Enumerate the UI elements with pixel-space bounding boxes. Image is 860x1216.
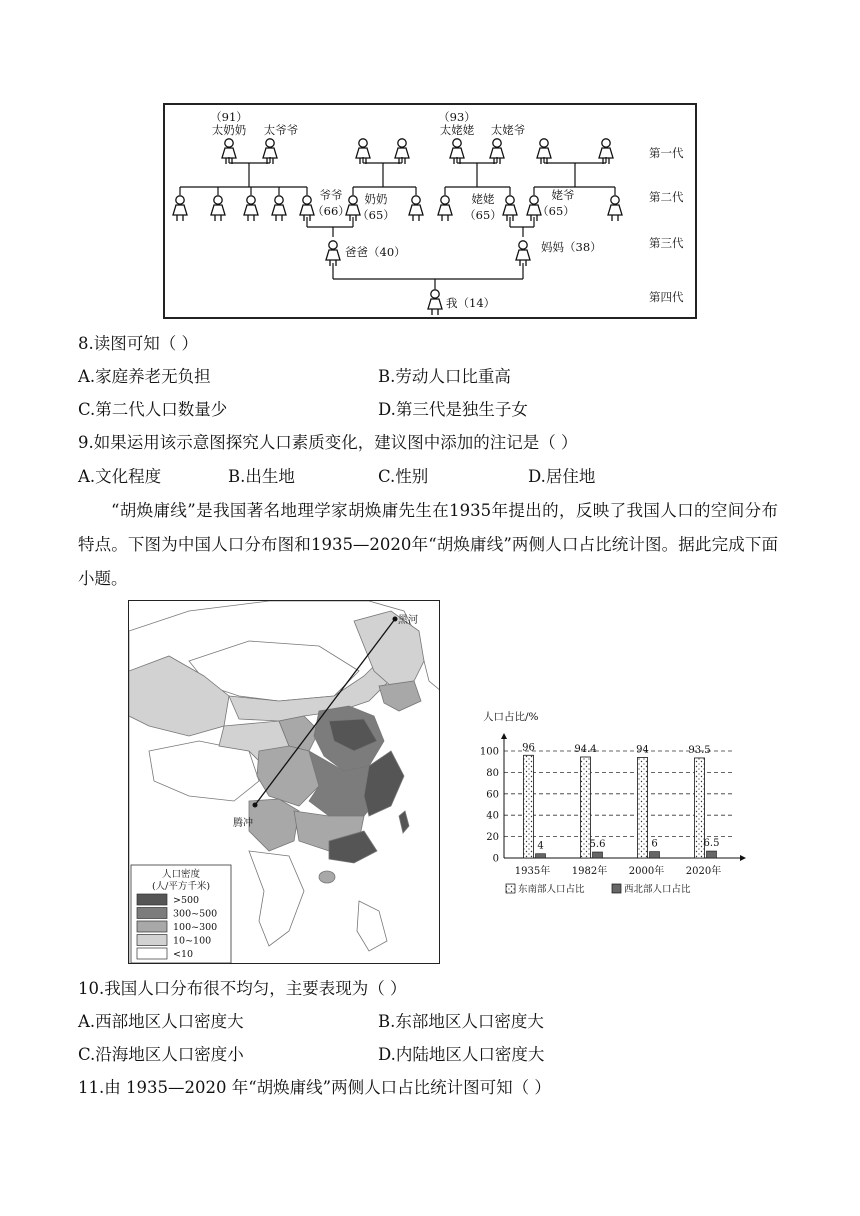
legend-label-1: 300~500 <box>173 908 218 920</box>
generation-label-3: 第三代 <box>649 236 684 250</box>
bar-southeast-0 <box>524 755 534 858</box>
q11-stem: 11.由 1935—2020 年“胡焕庸线”两侧人口占比统计图可知（ ） <box>78 1078 551 1097</box>
y-tick-4: 80 <box>486 767 499 779</box>
population-density-map <box>128 600 440 964</box>
bar-northwest-3 <box>707 851 717 858</box>
x-tick-1: 1982年 <box>571 866 608 877</box>
father-label: 爸爸（40） <box>345 245 406 259</box>
grandma-p-age: （65） <box>357 208 395 222</box>
generation-label-4: 第四代 <box>649 290 684 304</box>
label-southeast-0: 96 <box>522 742 535 754</box>
label-southeast-2: 94 <box>636 744 649 756</box>
grandpa-p-name: 爷爷 <box>319 188 343 202</box>
q9-option-b[interactable]: B.出生地 <box>228 467 295 486</box>
label-northwest-0: 4 <box>537 840 544 852</box>
bar-southeast-2 <box>638 757 648 858</box>
q8-stem: 8.读图可知（ ） <box>78 334 198 353</box>
heihe-point <box>393 617 398 622</box>
label-northwest-1: 5.6 <box>589 839 606 851</box>
y-tick-2: 40 <box>486 810 499 822</box>
generation-label-2: 第二代 <box>649 190 684 204</box>
legend-northwest-label: 西北部人口占比 <box>624 884 691 895</box>
legend-swatch-4 <box>137 948 167 959</box>
q10-option-c[interactable]: C.沿海地区人口密度小 <box>78 1045 244 1064</box>
generation-label-1: 第一代 <box>649 146 684 160</box>
label-northwest-2: 6 <box>651 838 658 850</box>
bar-northwest-1 <box>593 852 603 858</box>
q8-option-c[interactable]: C.第二代人口数量少 <box>78 400 228 419</box>
legend-swatch-0 <box>137 894 167 905</box>
y-axis-arrow <box>501 733 507 739</box>
legend-title-1: 人口密度 <box>161 869 201 880</box>
legend-label-4: <10 <box>173 949 194 960</box>
great-grandma-p-age: （91） <box>210 110 248 124</box>
q9-option-d[interactable]: D.居住地 <box>528 467 596 486</box>
legend-swatch-2 <box>137 921 167 932</box>
great-grandma-p-name: 太奶奶 <box>211 123 247 137</box>
q10-option-d[interactable]: D.内陆地区人口密度大 <box>378 1045 545 1064</box>
grandma-m-age: （65） <box>464 208 502 222</box>
y-tick-3: 60 <box>486 789 499 801</box>
heihe-label: 黑河 <box>398 615 418 626</box>
x-axis-arrow <box>740 855 746 861</box>
china-map <box>129 601 440 964</box>
great-grandma-m-name: 太姥姥 <box>439 123 475 137</box>
legend-label-0: >500 <box>173 895 200 906</box>
grandpa-p-age: （66） <box>312 204 350 218</box>
map-legend <box>131 865 231 963</box>
q8-option-b[interactable]: B.劳动人口比重高 <box>378 367 511 386</box>
label-northwest-3: 6.5 <box>703 838 720 850</box>
legend-southeast-swatch <box>506 884 515 893</box>
y-tick-1: 20 <box>486 832 499 844</box>
family-tree-figure <box>163 103 697 319</box>
y-tick-0: 0 <box>492 853 499 865</box>
chart-ylabel: 人口占比/% <box>483 711 539 723</box>
q9-option-a[interactable]: A.文化程度 <box>78 467 162 486</box>
great-grandpa-p-name: 太爷爷 <box>263 123 299 137</box>
x-tick-0: 1935年 <box>514 866 551 877</box>
q9-option-c[interactable]: C.性别 <box>378 467 429 486</box>
grandma-m-name: 姥姥 <box>471 192 495 206</box>
grandpa-m-name: 姥爷 <box>551 188 575 202</box>
q8-option-a[interactable]: A.家庭养老无负担 <box>78 367 211 386</box>
mother-label: 妈妈（38） <box>541 240 602 254</box>
grandpa-m-age: （65） <box>537 204 575 218</box>
legend-title-2: (人/平方千米) <box>151 881 211 892</box>
label-southeast-3: 93.5 <box>688 744 711 756</box>
legend-label-3: 10~100 <box>173 935 212 947</box>
y-tick-5: 100 <box>479 746 499 758</box>
legend-swatch-1 <box>137 908 167 919</box>
family-tree-diagram <box>165 105 695 317</box>
q10-stem: 10.我国人口分布很不均匀，主要表现为（ ） <box>78 979 407 998</box>
intro-paragraph: “胡焕庸线”是我国著名地理学家胡焕庸先生在1935年提出的，反映了我国人口的空间分布特点。下图为中国人口分布图和1935—2020年“胡焕庸线”两侧人口占比统计图。据此完成下面小题。 <box>78 501 778 588</box>
great-grandpa-m-name: 太姥爷 <box>490 123 526 137</box>
tengchong-label: 腾冲 <box>233 818 253 829</box>
great-grandma-m-age: （93） <box>438 110 476 124</box>
label-southeast-1: 94.4 <box>574 743 597 755</box>
tengchong-point <box>253 803 258 808</box>
bar-northwest-2 <box>650 852 660 858</box>
q8-option-d[interactable]: D.第三代是独生子女 <box>378 400 528 419</box>
population-share-chart <box>470 700 750 910</box>
q10-option-b[interactable]: B.东部地区人口密度大 <box>378 1012 544 1031</box>
tree-connectors <box>180 157 615 289</box>
q10-option-a[interactable]: A.西部地区人口密度大 <box>78 1012 244 1031</box>
x-tick-3: 2020年 <box>685 866 722 877</box>
bar-northwest-0 <box>536 854 546 858</box>
legend-northwest-swatch <box>612 884 621 893</box>
q9-stem: 9.如果运用该示意图探究人口素质变化，建议图中添加的注记是（ ） <box>78 433 578 452</box>
legend-swatch-3 <box>137 935 167 946</box>
grandma-p-name: 奶奶 <box>364 192 388 206</box>
legend-southeast-label: 东南部人口占比 <box>518 884 585 895</box>
x-tick-2: 2000年 <box>628 866 665 877</box>
legend-label-2: 100~300 <box>173 922 218 933</box>
me-label: 我（14） <box>446 296 496 310</box>
